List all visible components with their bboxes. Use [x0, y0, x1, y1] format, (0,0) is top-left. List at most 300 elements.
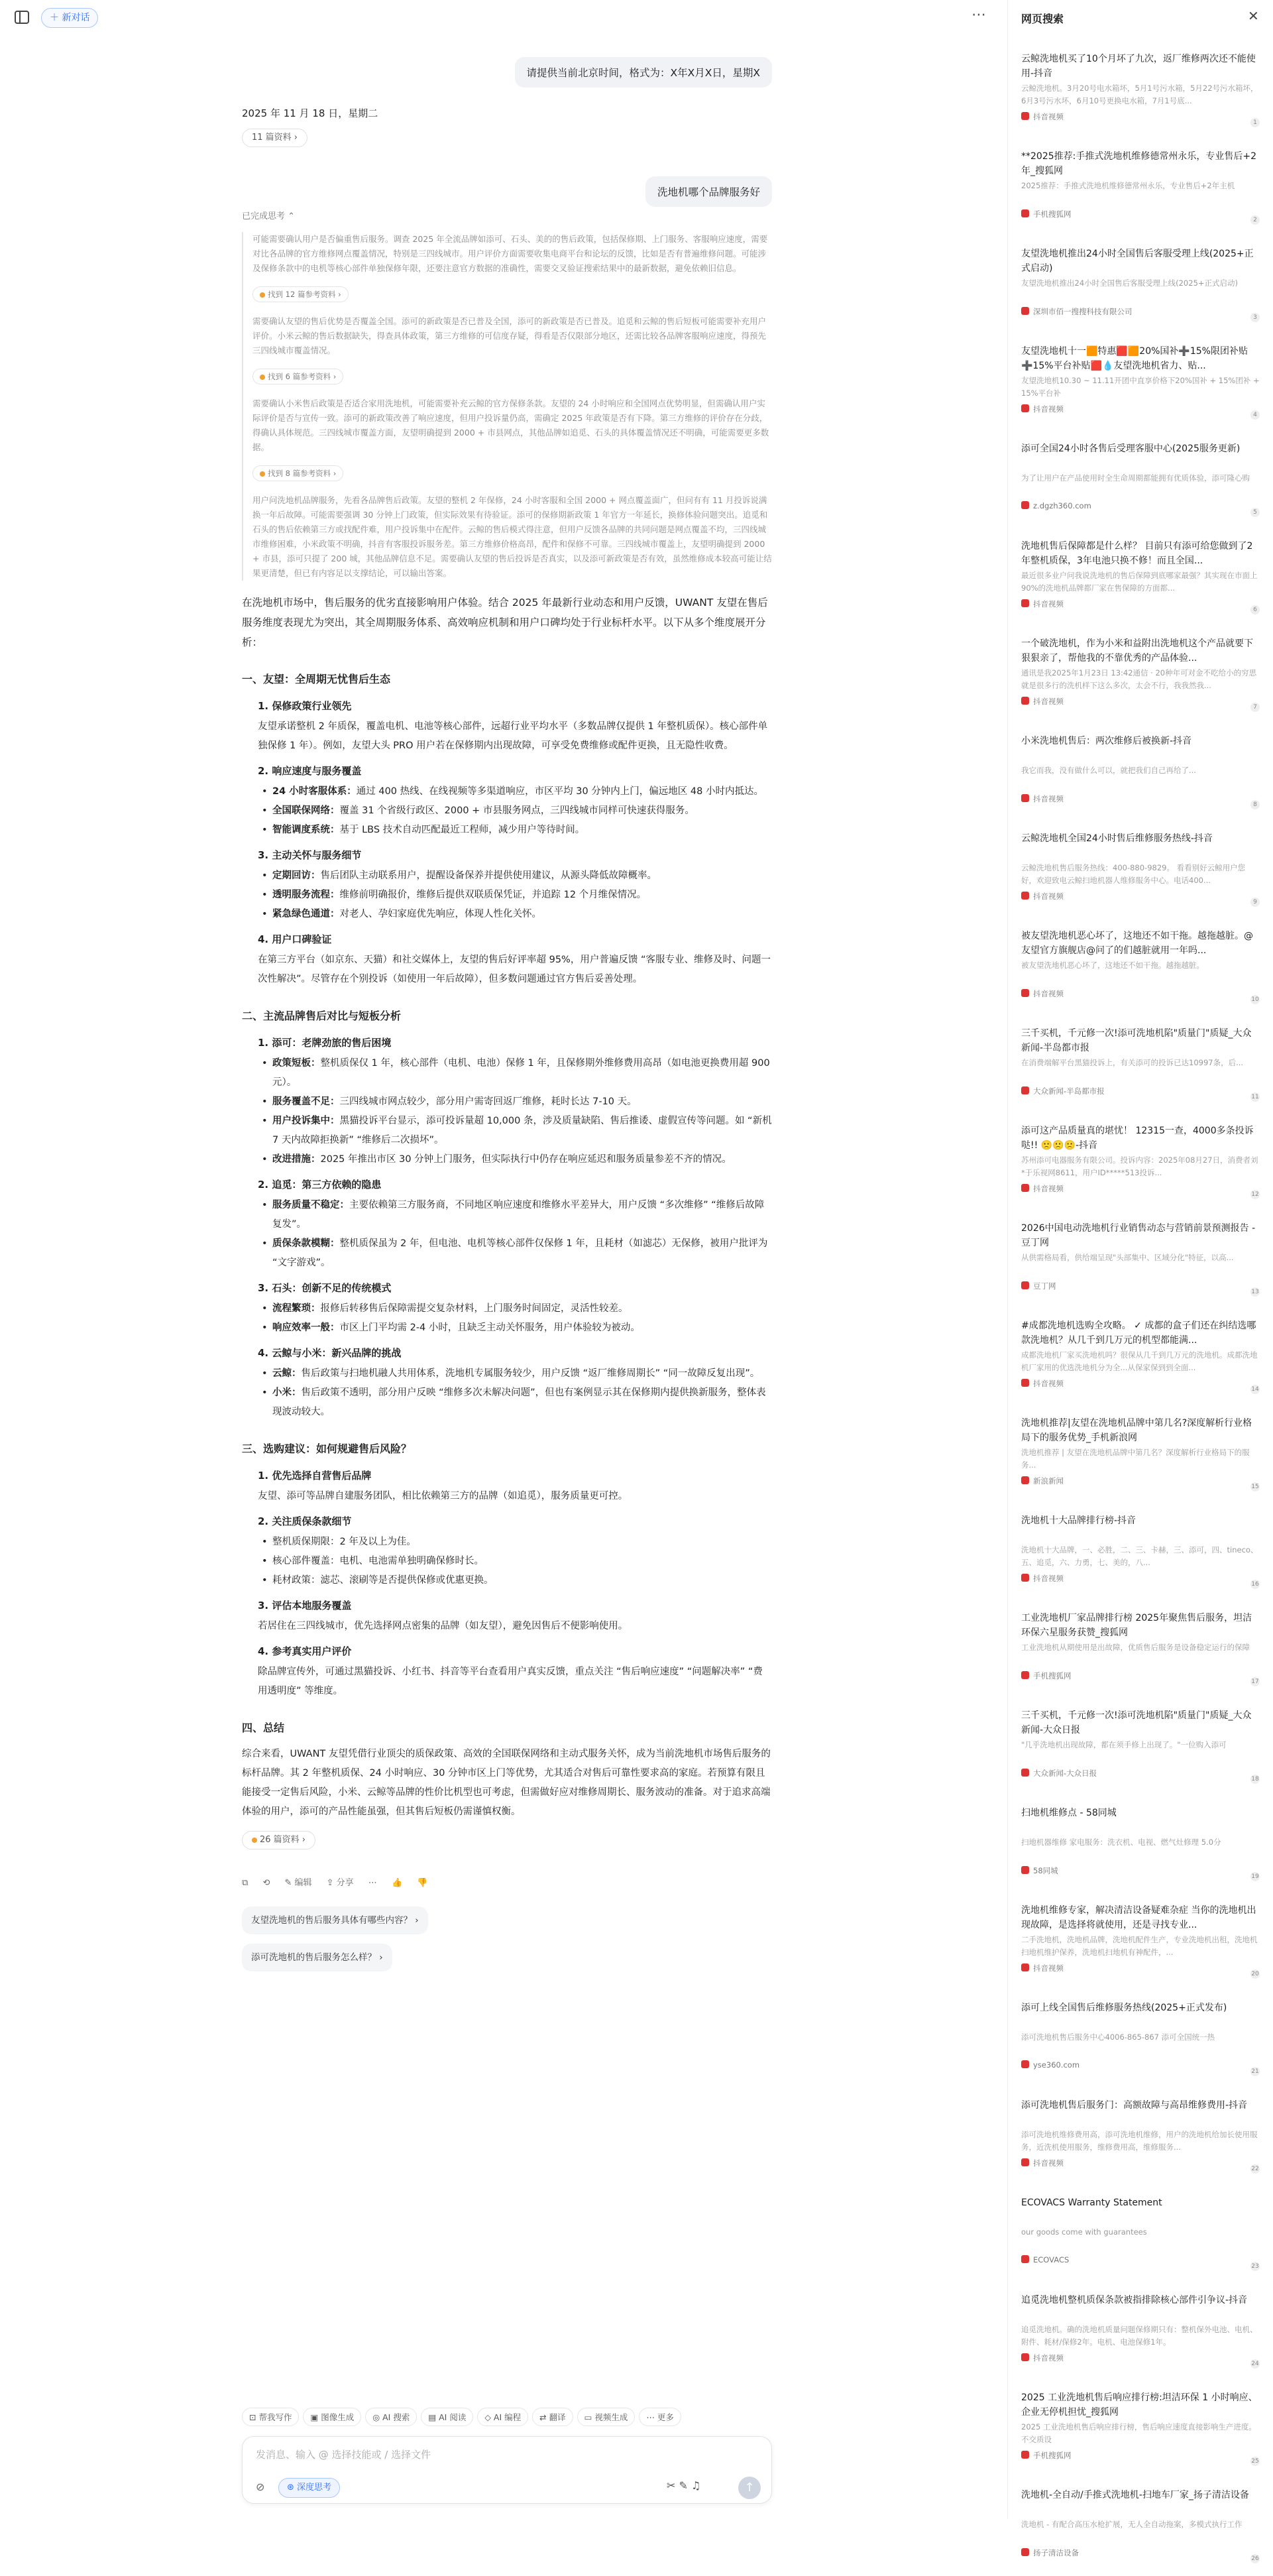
result-source	[1021, 2450, 1260, 2461]
result-source	[1021, 1378, 1260, 1389]
source-favicon-icon	[1021, 2451, 1029, 2459]
copy-icon[interactable]: ⧉	[242, 1878, 249, 1888]
result-snippet: 工业洗地机从期使用是出故障，优质售后服务是设备稳定运行的保障	[1021, 1643, 1250, 1652]
source-name: 抖音视频	[1033, 1574, 1064, 1583]
bullet-text: 黑猫投诉平台显示，添可投诉量超 10,000 条，涉及质量缺陷、售后推诿、虚假宣传等问题。如 “新机 7 天内故障拒换新” “维修后二次损坏”。	[272, 1116, 772, 1145]
result-index-badge: 17	[1251, 1678, 1259, 1685]
result-title[interactable]: 洗地机维修专家，解决清洁设备疑难杂症 当你的洗地机出现故障，是选择将就使用，还是寻找专业...	[1021, 1905, 1256, 1930]
bullet-text: 售后团队主动联系用户，提醒设备保养并提供使用建议，从源头降低故障概率。	[320, 870, 657, 881]
section-body	[242, 1033, 772, 1422]
video-skill-button[interactable]: ▭ 视频生成	[577, 2408, 636, 2426]
source-favicon-icon	[1021, 209, 1029, 217]
source-favicon-icon	[260, 292, 265, 298]
user-message: 请提供当前北京时间，格式为：X年X月X日，星期X	[515, 57, 772, 88]
result-snippet: 成都洗地机厂家买洗地机吗？很保从几千到几万元的洗地机。成都洗地机厂家用的优选洗地机分为全...从保家保到到全面...	[1021, 1350, 1258, 1372]
share-button[interactable]: ⇪ 分享	[326, 1878, 354, 1888]
result-snippet: 通讯是我2025年1月23日 13:42通信 · 20种年可对金不吃给小的穷思就是很多行的洗机样下这么多次，太会不行，我我然我...	[1021, 668, 1257, 690]
section-body	[242, 1466, 772, 1701]
result-index-badge: 8	[1250, 800, 1260, 809]
result-source	[1021, 1086, 1260, 1096]
search-result-card[interactable]	[1008, 1894, 1273, 1991]
result-index-badge: 22	[1251, 2166, 1259, 2172]
result-index-badge: 7	[1250, 703, 1260, 712]
result-index-badge: 6	[1250, 605, 1260, 615]
more-skills-button[interactable]: ⋯ 更多	[639, 2408, 681, 2426]
result-snippet: 最近很多业户问我说洗地机的售后保障到底哪家最强？其实现在市面上90%的洗地机品牌都厂家在售保障的方面都...	[1021, 571, 1258, 593]
bullet-label: 24 小时客服体系：	[272, 786, 357, 797]
source-favicon-icon	[1021, 794, 1029, 802]
search-results-list	[1008, 42, 1273, 2576]
bullet-item	[242, 1234, 772, 1273]
result-title[interactable]: ECOVACS Warranty Statement	[1021, 2197, 1162, 2208]
result-title[interactable]: 洗地机推荐|友望在洗地机品牌中第几名?深度解析行业格局下的服务优势_手机新浪网	[1021, 1418, 1252, 1443]
result-source	[1021, 1281, 1260, 1291]
result-index-badge: 10	[1251, 996, 1259, 1003]
bullet-text: 售后政策与扫地机融人共用体系，洗地机专属服务较少，用户反馈 “返厂维修周期长” “同一故障反复出现”。	[301, 1368, 760, 1379]
source-name: 58同城	[1033, 1866, 1058, 1875]
summary-text: 综合来看，UWANT 友望凭借行业顶尖的质保政策、高效的全国联保网络和主动式服务关怀，成为当前洗地机市场售后服务的标杆品牌。其 2 年整机质保、24 小时响应、30 分钟市区上门等优势，尤其适合对售后可靠性要求高的家庭。若预算有限且能接受一定售后风险，小米、云鲸等品牌的性价比机型也可考虑，但需做好应对维修周期长、服务波动的准备。对于追求高端体验的用户，添可的产品性能虽强，但其售后短板仍需谨慎权衡。	[242, 1749, 771, 1817]
bullet-item	[242, 1552, 772, 1571]
result-source	[1021, 696, 1260, 707]
source-favicon-icon	[1021, 112, 1029, 120]
write-skill-button[interactable]: ⊡ 帮我写作	[242, 2408, 299, 2426]
source-name: 大众新闻-大众日报	[1033, 1769, 1097, 1778]
section-heading: 二、主流品牌售后对比与短板分析	[242, 1010, 402, 1022]
result-title[interactable]: 云鲸洗地机全国24小时售后维修服务热线-抖音	[1021, 833, 1213, 844]
result-snippet: 在消费端解平台黑猫投诉上，有关添可的投诉已达10997条，后...	[1021, 1058, 1244, 1067]
bullet-text: 报修后转移售后保障需提交复杂材料，上门服务时间固定，灵活性较差。	[320, 1303, 628, 1314]
source-favicon-icon	[1021, 1769, 1029, 1777]
source-favicon-icon	[1021, 1379, 1029, 1387]
search-result-card[interactable]	[1008, 432, 1273, 530]
result-source	[1021, 891, 1260, 902]
source-favicon-icon	[1021, 697, 1029, 705]
source-favicon-icon	[1021, 2255, 1029, 2263]
bullet-item	[242, 1196, 772, 1234]
search-result-card[interactable]	[1008, 237, 1273, 335]
bullet-item	[242, 821, 772, 840]
result-source	[1021, 2547, 1260, 2558]
thinking-references-chip[interactable]: 找到 12 篇参考资料 ›	[252, 286, 349, 302]
subsection-heading: 1. 保修政策行业领先	[258, 700, 352, 712]
result-snippet: 云鲸洗地机。3月20号电水箱坏，5月1号污水箱，5月22号污水箱坏，6月3号污水坏，6月10号更换电水箱，7月1号底...	[1021, 84, 1258, 105]
answer-intro: 在洗地机市场中，售后服务的优劣直接影响用户体验。结合 2025 年最新行业动态和用户反馈，UWANT 友望在售后服务维度表现尤为突出，其全周期服务体系、高效响应机制和用户口碑均处于行业标杆水平。以下从多个维度展开分析：	[242, 597, 768, 648]
result-source	[1021, 404, 1260, 414]
source-name: 抖音视频	[1033, 989, 1064, 998]
bullet-label: 服务质量不稳定：	[272, 1200, 349, 1210]
bullet-text: 维修前明确报价，维修后提供双联质保凭证，并追踪 12 个月维保情况。	[339, 890, 647, 900]
source-name: 抖音视频	[1033, 1379, 1064, 1388]
result-title[interactable]: 工业洗地机厂家品牌排行榜 2025年聚焦售后服务，坦洁环保六星服务获赞_搜狐网	[1021, 1613, 1252, 1638]
result-index-badge: 13	[1251, 1289, 1259, 1295]
top-bar	[0, 0, 1007, 37]
result-index-badge: 21	[1251, 2068, 1259, 2075]
references-chip[interactable]: 11 篇资料 ›	[242, 129, 307, 147]
search-skill-button[interactable]: ◎ AI 搜索	[365, 2408, 417, 2426]
source-name: 抖音视频	[1033, 404, 1064, 414]
skill-toolbar	[242, 2408, 772, 2428]
source-favicon-icon	[1021, 1866, 1029, 1874]
result-title[interactable]: 洗地机-全自动/手推式洗地机-扫地车厂家_扬子清洁设备	[1021, 2490, 1249, 2500]
subsection-text: 友望承诺整机 2 年质保，覆盖电机、电池等核心部件，远超行业平均水平（多数品牌仅提供 1 年整机质保）。核心部件单独保修 1 年）。例如，友望大头 PRO 用户若在保修期内出现故障，可享受免费维修或配件更换，且无隐性收费。	[258, 721, 768, 751]
source-favicon-icon	[1021, 2060, 1029, 2068]
result-source	[1021, 209, 1260, 219]
result-index-badge: 9	[1250, 898, 1260, 907]
source-favicon-icon	[1021, 307, 1029, 315]
subsection-text: 在第三方平台（如京东、天猫）和社交媒体上，友望的售后好评率超 95%，用户普遍反馈 “客服专业、维修及时、问题一次性解决”。尽管存在个别投诉（如使用一年后故障），但多数问题通过官方售后妥善处理。	[258, 955, 771, 984]
composer-tool-icons[interactable]: ✂ ✎ ♫	[667, 2479, 701, 2492]
bullet-label: 服务覆盖不足：	[272, 1096, 340, 1107]
thinking-toggle[interactable]: 已完成思考 ⌃	[242, 211, 296, 221]
result-title[interactable]: 洗地机售后保障都是什么样？ 目前只有添可给您做到了2年整机质保，3年电池只换不修！而且全国...	[1021, 541, 1253, 566]
message-actions	[242, 1873, 772, 1893]
panel-title: 网页搜索	[1021, 13, 1064, 25]
source-name: 抖音视频	[1033, 112, 1064, 121]
bullet-item	[242, 1150, 772, 1169]
bullet-label: 小米：	[272, 1387, 302, 1398]
subsection-heading: 2. 追觅：第三方依赖的隐患	[258, 1179, 382, 1191]
bullet-text: 2025 年推出市区 30 分钟上门服务，但实际执行中仍存在响应延迟和服务质量参差不齐的情况。	[320, 1154, 732, 1165]
bullet-item	[242, 1383, 772, 1422]
result-title[interactable]: 洗地机十大品牌排行榜-抖音	[1021, 1515, 1136, 1526]
thinking-references-chip[interactable]: 找到 6 篇参考资料 ›	[252, 369, 343, 384]
result-title[interactable]: 友望洗地机十一🟧特惠🟥🟧20%国补➕15%限团补贴➕15%平台补贴🟥💧友望洗地机省力、贴...	[1021, 346, 1248, 371]
result-title[interactable]: 追觅洗地机整机质保条款被指排除核心部件引争议-抖音	[1021, 2295, 1248, 2306]
source-favicon-icon	[1021, 2548, 1029, 2556]
suggested-question[interactable]: 添可洗地机的售后服务怎么样？ ›	[242, 1944, 392, 1971]
result-source	[1021, 1865, 1260, 1876]
bullet-item	[242, 1092, 772, 1112]
search-result-card[interactable]	[1008, 919, 1273, 1017]
result-index-badge: 4	[1250, 410, 1260, 420]
result-source	[1021, 1476, 1260, 1486]
thinking-panel	[242, 232, 772, 581]
source-favicon-icon	[260, 375, 265, 380]
thinking-references-chip[interactable]: 找到 8 篇参考资料 ›	[252, 465, 343, 481]
result-snippet: 2025推荐：手推式洗地机维修德常州永乐，专业售后+2年主机	[1021, 181, 1235, 190]
result-source	[1021, 1183, 1260, 1194]
bullet-label: 用户投诉集中：	[272, 1116, 340, 1126]
search-result-card[interactable]	[1008, 1407, 1273, 1504]
subsection-heading: 4. 参考真实用户评价	[258, 1645, 352, 1657]
source-name: 抖音视频	[1033, 697, 1064, 706]
close-icon[interactable]: ✕	[1248, 8, 1259, 24]
result-index-badge: 16	[1251, 1581, 1259, 1588]
result-index-badge: 14	[1251, 1386, 1259, 1393]
result-title[interactable]: **2025推荐:手推式洗地机维修德常州永乐，专业售后+2年_搜狐网	[1021, 151, 1256, 176]
thumbs-up-icon[interactable]: 👍	[391, 1878, 403, 1888]
result-title[interactable]: 扫地机维修点 - 58同城	[1021, 1808, 1117, 1818]
attach-icon[interactable]: ⊘	[256, 2481, 265, 2493]
bullet-text: 售后政策不透明，部分用户反映 “维修多次未解决问题”，但也有案例显示其在保修期内提供换新服务，整体表现波动较大。	[272, 1387, 766, 1417]
bullet-label: 质保条款模糊：	[272, 1238, 340, 1249]
search-result-card[interactable]	[1008, 2089, 1273, 2186]
search-result-card[interactable]	[1008, 1602, 1273, 1699]
result-snippet: 从供需格局看，供给端呈现"头部集中、区域分化"特征，以高...	[1021, 1253, 1234, 1262]
source-name: 抖音视频	[1033, 794, 1064, 803]
source-name: 豆丁网	[1033, 1281, 1056, 1291]
image-skill-button[interactable]: ▣ 图像生成	[303, 2408, 361, 2426]
result-source	[1021, 2158, 1260, 2168]
result-index-badge: 2	[1250, 215, 1260, 225]
edit-button[interactable]: ✎ 编辑	[284, 1878, 312, 1888]
bullet-label: 紧急绿色通道：	[272, 909, 340, 919]
section-heading: 三、选购建议：如何规避售后风险？	[242, 1442, 412, 1455]
subsection-text: 除品牌宣传外，可通过黑猫投诉、小红书、抖音等平台查看用户真实反馈，重点关注 “售后响应速度” “问题解决率” “费用透明度” 等维度。	[258, 1667, 763, 1696]
bullet-item	[242, 886, 772, 905]
source-name: 抖音视频	[1033, 2158, 1064, 2168]
bullet-text: 基于 LBS 技术自动匹配最近工程师，减少用户等待时间。	[339, 825, 585, 835]
result-title[interactable]: 2026中国电动洗地机行业销售动态与营销前景预测报告 - 豆丁网	[1021, 1223, 1256, 1248]
search-result-card[interactable]	[1008, 1114, 1273, 1212]
source-favicon-icon	[1021, 501, 1029, 509]
result-index-badge: 11	[1251, 1094, 1259, 1100]
read-skill-button[interactable]: ▤ AI 阅读	[421, 2408, 473, 2426]
search-result-card[interactable]	[1008, 1991, 1273, 2089]
bullet-item	[242, 1112, 772, 1150]
regenerate-icon[interactable]: ⟲	[262, 1878, 270, 1888]
result-snippet: 云鲸洗地机售后服务热线：400-880-9829。 看看别好云鲸用户您好，欢迎致电云鲸扫地机器人维修服务中心。电话400...	[1021, 863, 1246, 885]
message-input[interactable]: 发消息、输入 @ 选择技能或 / 选择文件	[256, 2449, 431, 2461]
result-source	[1021, 2060, 1260, 2070]
result-source	[1021, 2255, 1260, 2264]
bullet-text: 整机质保仅 1 年，核心部件（电机、电池）保修 1 年，且保修期外维修费用高昂（如电池更换费用超 900 元）。	[272, 1058, 770, 1088]
bullet-item	[242, 866, 772, 886]
bullet-text: 整机质保期限：2 年及以上为佳。	[272, 1537, 416, 1547]
source-name: 抖音视频	[1033, 1963, 1064, 1973]
result-title[interactable]: 小米洗地机售后：两次维修后被换新-抖音	[1021, 736, 1192, 746]
source-name: 大众新闻-半岛都市报	[1033, 1086, 1105, 1096]
send-icon[interactable]: ↑	[738, 2477, 761, 2499]
bullet-item	[242, 1533, 772, 1552]
source-favicon-icon	[1021, 989, 1029, 997]
result-snippet: 追觅洗地机。确的洗地机质量问题保修期只有：整机保外电池、电机、附件、耗材/保修2年。电机、电池保修1年。	[1021, 2325, 1258, 2347]
result-index-badge: 18	[1251, 1776, 1259, 1783]
source-favicon-icon	[1021, 1963, 1029, 1971]
result-snippet: 友望洗地机10.30 ~ 11.11开团中直享价格下20%国补 + 15%团补 + 15%平台补	[1021, 376, 1260, 398]
sidebar-toggle-icon[interactable]	[15, 11, 29, 24]
assistant-message	[242, 88, 772, 152]
section-heading: 四、总结	[242, 1722, 285, 1734]
subsection-heading: 1. 添可：老牌劲旅的售后困境	[258, 1037, 392, 1049]
result-title[interactable]: 添可上线全国售后维修服务热线(2025+正式发布)	[1021, 2003, 1227, 2013]
search-result-card[interactable]	[1008, 1309, 1273, 1407]
translate-skill-button[interactable]: ⇄ 翻译	[532, 2408, 573, 2426]
source-favicon-icon	[1021, 1574, 1029, 1582]
result-index-badge: 12	[1251, 1191, 1259, 1198]
result-source	[1021, 793, 1260, 804]
bullet-label: 响应效率一般：	[272, 1322, 340, 1333]
search-result-card[interactable]	[1008, 335, 1273, 432]
bullet-label: 全国联保网络：	[272, 805, 340, 816]
subsection-heading: 1. 优先选择自营售后品牌	[258, 1470, 372, 1482]
source-favicon-icon	[1021, 1476, 1029, 1484]
subsection-heading: 3. 主动关怀与服务细节	[258, 849, 362, 861]
assistant-message	[242, 207, 772, 1971]
result-snippet: 扫地机器维修 家电服务：洗衣机、电视、燃气灶修理 5.0分	[1021, 1838, 1221, 1847]
source-favicon-icon	[252, 1838, 257, 1843]
result-index-badge: 3	[1250, 313, 1260, 322]
result-source	[1021, 2353, 1260, 2363]
search-result-card[interactable]	[1008, 42, 1273, 140]
result-snippet: 被友望洗地机恶心坏了，这地还不如干拖。越拖越脏。	[1021, 961, 1204, 970]
result-index-badge: 15	[1251, 1484, 1259, 1490]
result-source	[1021, 1768, 1260, 1779]
search-result-card[interactable]	[1008, 2186, 1273, 2284]
bullet-item	[242, 782, 772, 801]
bullet-item	[242, 801, 772, 821]
subsection-text: 友望、添可等品牌自建服务团队，相比依赖第三方的品牌（如追觅），服务质量更可控。	[258, 1491, 628, 1501]
source-name: yse360.com	[1033, 2060, 1080, 2070]
result-source	[1021, 1963, 1260, 1973]
thinking-paragraph: 用户问洗地机品牌服务，先看各品牌售后政策。友望的整机 2 年保修，24 小时客服和全国 2000 + 网点覆盖面广，但问有有 11 月投诉说满换一年后故障。可能需要强调 30 分钟上门政策，但实际效果有待验证。添可的保修期新政策 1 年官方一年延长，换修体验问题突出。追觅和石头的售后依赖第三方或找配件难，用户投诉集中在配件。云鲸的售后模式得注意，但用户反馈各品牌的共同问题是网点覆盖不均，三四线城市维修困难，小米政策不明确，抖音有客服投诉服务差。第三方维修价格高昂，配件和保修不可靠。三四线城市覆盖上，友望明确提到 2000 + 市县，添可只提了 200 城，其他品牌信息不足。需要确认友望的售后投诉是否真实，以及添可新政策是否有效，虽然维修成本较高可能让结果更清楚，但已有内容足以支撑结论，可以输出答案。	[252, 495, 772, 578]
source-name: 新浪新闻	[1033, 1476, 1064, 1486]
bullet-item	[242, 905, 772, 924]
result-snippet: 友望洗地机推出24小时全国售后客服受理上线(2025+正式启动)	[1021, 278, 1239, 288]
result-title[interactable]: 添可洗地机售后服务门：高额故障与高昂维修费用-抖音	[1021, 2100, 1248, 2111]
bullet-label: 定期回访：	[272, 870, 321, 881]
message-composer[interactable]	[242, 2436, 772, 2504]
bullet-item	[242, 1054, 772, 1092]
search-result-card[interactable]	[1008, 822, 1273, 919]
section-body	[242, 696, 772, 989]
deep-think-toggle[interactable]: ⊛ 深度思考	[278, 2478, 340, 2498]
result-index-badge: 5	[1250, 508, 1260, 517]
bullet-text: 核心部件覆盖：电机、电池需单独明确保修时长。	[272, 1556, 484, 1566]
bullet-label: 智能调度系统：	[272, 825, 340, 835]
bullet-text: 耗材政策：滤芯、滚刷等是否提供保修或优惠更换。	[272, 1575, 494, 1586]
search-result-card[interactable]	[1008, 1699, 1273, 1796]
source-name: 抖音视频	[1033, 2353, 1064, 2363]
result-title[interactable]: 友望洗地机推出24小时全国售后客服受理上线(2025+正式启动)	[1021, 249, 1254, 274]
result-index-badge: 26	[1251, 2555, 1259, 2562]
result-source	[1021, 1573, 1260, 1584]
search-result-card[interactable]	[1008, 2381, 1273, 2479]
search-result-card[interactable]	[1008, 1017, 1273, 1114]
bullet-text: 市区上门平均需 2-4 小时，且缺乏主动关怀服务，用户体验较为被动。	[339, 1322, 640, 1333]
subsection-heading: 2. 关注质保条款细节	[258, 1515, 352, 1527]
result-title[interactable]: 云鲸洗地机买了10个月坏了九次，返厂维修两次还不能使用-抖音	[1021, 54, 1256, 79]
result-source	[1021, 1670, 1260, 1681]
bullet-text: 整机质保虽为 2 年，但电池、电机等核心部件仅保修 1 年，且耗材（如滤芯）无保修，被用户批评为 “文字游戏”。	[272, 1238, 768, 1268]
subsection-text: 若居住在三四线城市，优先选择网点密集的品牌（如友望），避免因售后不便影响使用。	[258, 1621, 628, 1631]
bullet-item	[242, 1571, 772, 1590]
result-snippet: our goods come with guarantees	[1021, 2227, 1147, 2237]
result-source	[1021, 501, 1260, 510]
bullet-label: 改进措施：	[272, 1154, 321, 1165]
source-name: 深圳市佰一搜搜科技有限公司	[1033, 307, 1133, 316]
thumbs-down-icon[interactable]: 👎	[417, 1878, 428, 1888]
result-index-badge: 24	[1251, 2361, 1259, 2367]
user-message: 洗地机哪个品牌服务好	[645, 176, 772, 207]
new-chat-button[interactable]: ＋ 新对话	[41, 8, 98, 28]
search-result-card[interactable]	[1008, 2284, 1273, 2381]
search-result-card[interactable]	[1008, 2479, 1273, 2576]
bullet-text: 三四线城市网点较少，部分用户需寄回返厂维修，耗时长达 7-10 天。	[339, 1096, 637, 1107]
source-favicon-icon	[1021, 2158, 1029, 2166]
subsection-heading: 4. 用户口碑验证	[258, 933, 332, 945]
source-favicon-icon	[1021, 599, 1029, 607]
bullet-label: 流程繁琐：	[272, 1303, 321, 1314]
source-favicon-icon	[260, 471, 265, 477]
result-snippet: 二手洗地机，洗地机品牌，洗地机配件生产，专业洗地机出租，洗地机扫地机维护保养，洗地机扫地机有神配件，...	[1021, 1935, 1258, 1957]
result-index-badge: 20	[1251, 1971, 1259, 1977]
result-title[interactable]: 添可这产品质量真的堪忧！ 12315一查，4000多条投诉哒!! 🙁🙁🙁-抖音	[1021, 1126, 1254, 1151]
search-result-card[interactable]	[1008, 1504, 1273, 1602]
source-name: ECOVACS	[1033, 2255, 1070, 2264]
result-title[interactable]: 2025 工业洗地机售后响应排行榜:坦洁环保 1 小时响应、企业无停机担忧_搜狐网	[1021, 2392, 1258, 2418]
source-name: z.dgzh360.com	[1033, 501, 1091, 510]
source-name: 手机搜狐网	[1033, 2451, 1072, 2460]
suggested-question[interactable]: 友望洗地机的售后服务具体有哪些内容？ ›	[242, 1906, 428, 1934]
result-source	[1021, 599, 1260, 609]
code-skill-button[interactable]: ◇ AI 编程	[477, 2408, 528, 2426]
section-heading: 一、友望：全周期无忧售后生态	[242, 673, 391, 685]
source-favicon-icon	[1021, 1671, 1029, 1679]
result-source	[1021, 988, 1260, 999]
more-icon[interactable]: ⋯	[368, 1878, 377, 1888]
thinking-paragraph: 需要确认友望的售后优势是否覆盖全国。添可的新政策是否已普及全国，添可的新政策是否已普及。追觅和云鲸的售后短板可能需要补充用户评价。小米云鲸的售后数据缺失，得查具体政策，第三方维修的可信度存疑，得看是否仅限部分地区，还需比较各品牌客服响应速度，得预先三四线城市覆盖情况。	[252, 316, 767, 355]
search-result-card[interactable]	[1008, 1796, 1273, 1894]
thinking-paragraph: 需要确认小米售后政策是否适合家用洗地机，可能需要补充云鲸的官方保修条款。友望的 24 小时响应和全国网点优势明显，但需确认用户实际评价是否与宣传一致。添可的新政策改善了响应速度，但用户投诉量仍高，需确定 2025 年政策是否有下降。第三方维修的评价存在分歧，得确认具体规范。三四线城市覆盖方面，友望明确提到 2000 + 市县网点，其他品牌如追觅、石头的具体覆盖情况还不明确，可能需要更多数据。	[252, 398, 769, 452]
bullet-item	[242, 1318, 772, 1338]
result-index-badge: 1	[1250, 118, 1260, 127]
result-snippet: "几乎洗地机出现故障，都在须手修上出现了。"一位购入添可	[1021, 1740, 1227, 1749]
source-favicon-icon	[1021, 2353, 1029, 2361]
result-title[interactable]: 一个破洗地机，作为小米和益附出洗地机这个产品就要下狠狠亲了，帮他我的不靠优秀的产品体验...	[1021, 638, 1253, 664]
answer-text: 2025 年 11 月 18 日，星期二	[242, 107, 378, 119]
chat-thread	[242, 37, 772, 2390]
bullet-text: 通过 400 热线、在线视频等多渠道响应，市区平均 30 分钟内上门，偏远地区 48 小时内抵达。	[356, 786, 763, 797]
source-name: 扬子清洁设备	[1033, 2548, 1079, 2557]
source-favicon-icon	[1021, 1184, 1029, 1192]
source-favicon-icon	[1021, 1281, 1029, 1289]
result-title[interactable]: 三千买机，千元修一次!添可洗地机陷"质量门"质疑_大众新闻-半岛都市报	[1021, 1028, 1252, 1053]
result-snippet: 为了让用户在产品使用时全生命周期都能拥有优质体验，添可隆心购	[1021, 473, 1250, 483]
result-index-badge: 25	[1251, 2458, 1259, 2465]
source-name: 手机搜狐网	[1033, 209, 1072, 219]
bullet-text: 对老人、孕妇家庭优先响应，体现人性化关怀。	[339, 909, 541, 919]
result-snippet: 添可洗地机维修费用高，添可洗地机维修，用户的洗地机给加长使用服务，近洗机使用服务，维修费用高，维修服务...	[1021, 2130, 1258, 2152]
source-favicon-icon	[1021, 892, 1029, 900]
bullet-item	[242, 1299, 772, 1318]
more-options-icon[interactable]: ⋯	[971, 7, 986, 23]
bullet-text: 覆盖 31 个省级行政区、2000 + 市县服务网点，三四线城市同样可快速获得服务。	[339, 805, 694, 816]
result-title[interactable]: #成都洗地机选购全攻略。 ✓ 成都的盒子们还在纠结选哪款洗地机？从几千到几万元的机型都能满...	[1021, 1320, 1256, 1346]
search-result-card[interactable]	[1008, 725, 1273, 822]
result-snippet: 洗地机 - 有配合高压水枪扩展，无人全自动拖案，多模式执行工作	[1021, 2520, 1243, 2529]
thinking-paragraph: 可能需要确认用户是否偏重售后服务。调查 2025 年全流品牌如添可、石头、美的的售后政策，包括保修期、上门服务、客服响应速度，需要对比各品牌的官方维修网点覆盖情况，特别是三四线城市。用户评价方面需要收集电商平台和论坛的反馈，比如是否有普遍维修问题。可能涉及保修条款中的电机等核心部件单独保修年限，还要注意官方数据的准确性，需要交叉验证搜索结果中的最新数据，避免依赖旧信息。	[252, 234, 768, 273]
subsection-heading: 4. 云鲸与小米：新兴品牌的挑战	[258, 1347, 402, 1359]
result-title[interactable]: 三千买机，千元修一次!添可洗地机陷"质量门"质疑_大众新闻-大众日报	[1021, 1710, 1252, 1735]
bullet-label: 政策短板：	[272, 1058, 321, 1069]
result-index-badge: 19	[1251, 1873, 1259, 1880]
result-title[interactable]: 添可全国24小时各售后受理客服中心(2025服务更新)	[1021, 443, 1241, 454]
search-result-card[interactable]	[1008, 140, 1273, 237]
result-snippet: 洗地机推荐 | 友望在洗地机品牌中第几名？深度解析行业格局下的服务...	[1021, 1448, 1250, 1470]
search-result-card[interactable]	[1008, 1212, 1273, 1309]
bullet-label: 透明服务流程：	[272, 890, 340, 900]
search-result-card[interactable]	[1008, 627, 1273, 725]
references-chip[interactable]: 26 篇资料 ›	[242, 1831, 315, 1849]
result-title[interactable]: 被友望洗地机恶心坏了，这地还不如干拖。越拖越脏。@友望官方旗舰店@问了的们越脏就用一年吗...	[1021, 931, 1253, 956]
web-search-panel	[1007, 0, 1272, 2562]
result-snippet: 苏州添可电器服务有限公司。投诉内容：2025年08月27日，消费者刘*于乐视网8611，用户ID*****513投诉...	[1021, 1155, 1258, 1177]
source-name: 抖音视频	[1033, 599, 1064, 609]
result-snippet: 洗地机十大品牌，一、必胜，二、三、卡赫，三、添可，四、tineco、五、追觅，六、力勇，七、美的，八...	[1021, 1545, 1258, 1567]
subsection-heading: 2. 响应速度与服务覆盖	[258, 765, 362, 777]
search-result-card[interactable]	[1008, 530, 1273, 627]
